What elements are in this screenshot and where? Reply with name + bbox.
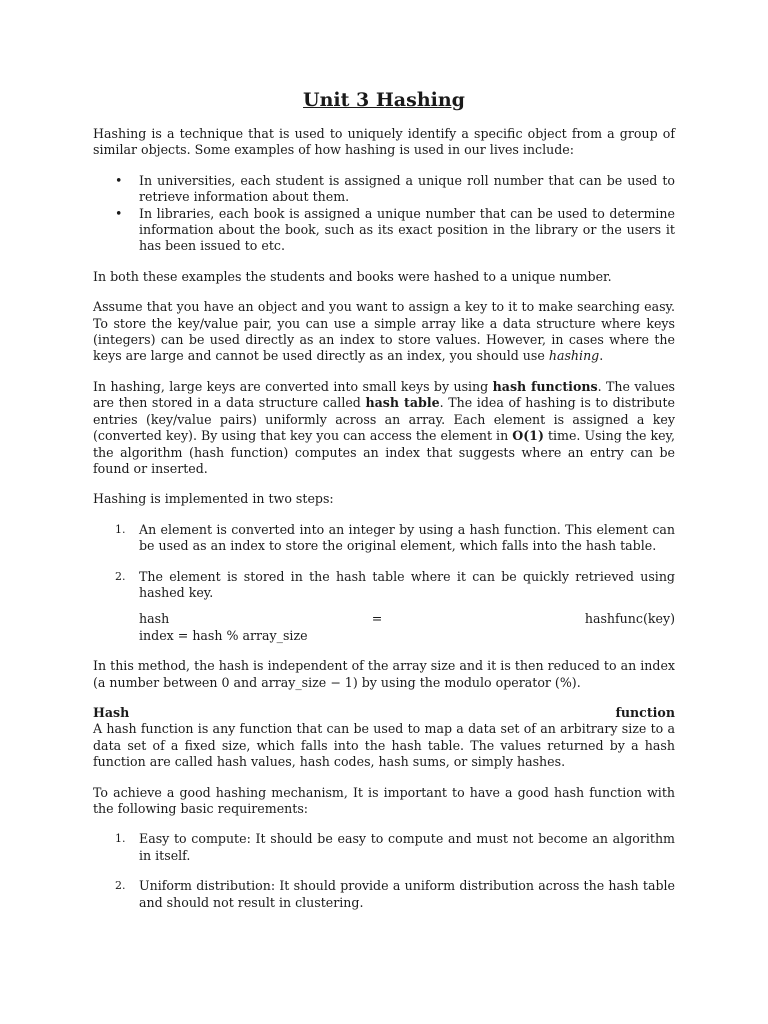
assume-text: Assume that you have an object and you want to assign a key to it to make searching easy. To store the key/value pair, you can use a simple array like a data structure where keys (integers) can be used directly as an index to store values. However, in cases where the keys are large and cannot be used directly as an index, you should use xyxy=(93,299,675,364)
hashing-text-4: time. Using the key, the algorithm (hash function) computes an index that suggests where an entry can be found or inserted. xyxy=(93,428,675,476)
hashing-text-3: . The idea of hashing is to distribute entries (key/value pairs) uniformly across an array. Each element is assigned a key (converted key). By using that key you can access the element in xyxy=(93,395,675,444)
formula-index-line: index = hash % array_size xyxy=(139,627,308,643)
hashing-text-1: In hashing, large keys are converted into small keys by using xyxy=(93,378,489,394)
requirements-paragraph: To achieve a good hashing mechanism, It is important to have a good hash function with the following basic requirements: xyxy=(93,784,675,816)
list-number: 1. xyxy=(115,522,126,536)
list-item-text: In libraries, each book is assigned a unique number that can be used to determine information about the book, such as its exact position in the library or the users it has been issued to etc. xyxy=(139,205,675,254)
examples-list xyxy=(93,173,675,255)
heading-left: Hash xyxy=(93,704,130,720)
list-number: 2. xyxy=(115,879,126,893)
list-item-text: An element is converted into an integer by using a hash function. This element can be used as an index to store the original element, which falls into the hash table. xyxy=(139,521,675,554)
requirements-list xyxy=(93,831,675,911)
bullet-icon: • xyxy=(115,172,123,188)
hashing-paragraph xyxy=(93,379,675,477)
hash-function-heading xyxy=(93,705,675,721)
formula-equals: = xyxy=(371,611,383,627)
assume-paragraph xyxy=(93,299,675,365)
intro-paragraph: Hashing is a technique that is used to uniquely identify a specific object from a group of similar objects. Some examples of how hashing is used in our lives include: xyxy=(93,126,675,158)
list-item xyxy=(93,206,675,255)
steps-list xyxy=(93,522,675,644)
formula-rhs: hashfunc(key) xyxy=(584,611,675,627)
hash-function-paragraph: A hash function is any function that can be used to map a data set of an arbitrary size to a data set of a fixed size, which falls into the hash table. The values returned by a hash function are called hash values, hash codes, hash sums, or simply hashes. xyxy=(93,721,675,770)
list-item-text: Easy to compute: It should be easy to compute and must not become an algorithm in itself. xyxy=(139,831,675,863)
steps-intro-paragraph: Hashing is implemented in two steps: xyxy=(93,491,334,507)
method-paragraph: In this method, the hash is independent of the array size and it is then reduced to an index (a number between 0 and array_size − 1) by using the modulo operator (%). xyxy=(93,658,675,690)
bullet-icon: • xyxy=(115,205,123,221)
heading-right: function xyxy=(615,704,675,720)
list-item-text: Uniform distribution: It should provide a uniform distribution across the hash table and should not result in clustering. xyxy=(139,878,675,910)
list-number: 1. xyxy=(115,832,126,846)
page-title: Unit 3 Hashing xyxy=(303,89,465,111)
formula-lhs: hash xyxy=(139,611,170,627)
list-item-text: The element is stored in the hash table where it can be quickly retrieved using hashed key. xyxy=(139,568,675,600)
list-item xyxy=(93,522,675,555)
big-o-term: O(1) xyxy=(512,428,544,444)
examples-summary-paragraph: In both these examples the students and books were hashed to a unique number. xyxy=(93,268,612,284)
assume-end: . xyxy=(599,348,604,364)
formula-line xyxy=(139,611,675,627)
list-item xyxy=(93,569,675,645)
document-page xyxy=(93,84,675,925)
list-number: 2. xyxy=(115,569,126,583)
list-item xyxy=(93,831,675,864)
list-item-text: In universities, each student is assigned a unique roll number that can be used to retrieve information about them. xyxy=(139,172,675,205)
list-item xyxy=(93,878,675,911)
hash-functions-term: hash functions xyxy=(492,378,598,394)
hashing-text-2: . The values are then stored in a data structure called xyxy=(93,378,675,411)
hash-table-term: hash table xyxy=(365,395,440,411)
list-item xyxy=(93,173,675,206)
hashing-emphasis: hashing xyxy=(548,348,600,364)
